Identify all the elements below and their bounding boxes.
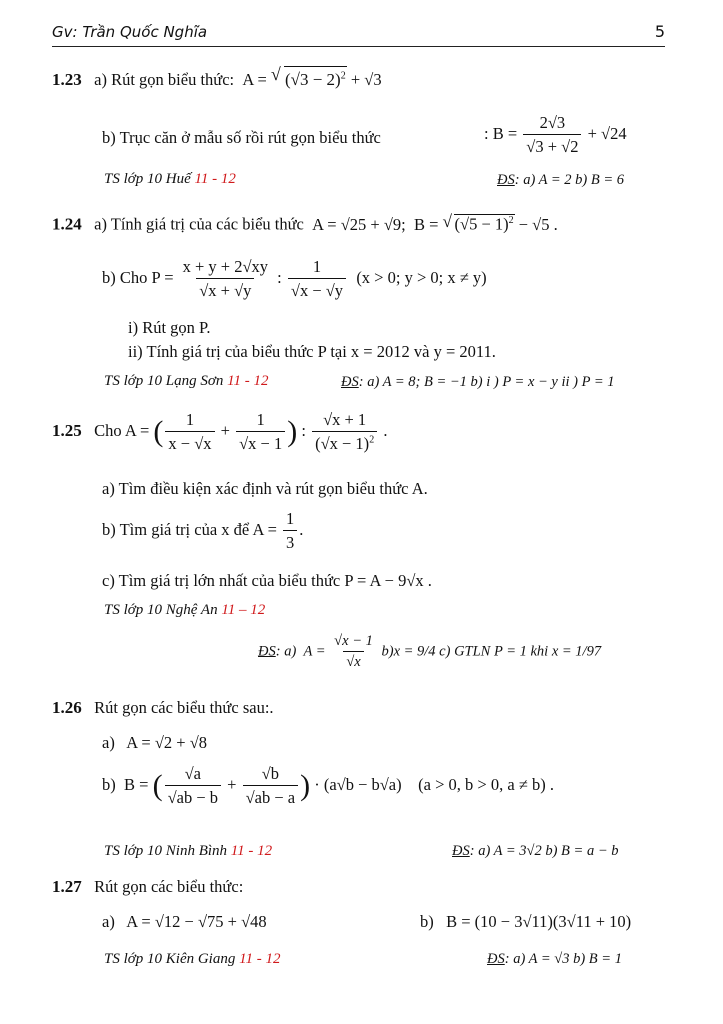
- problem-1-26-a: a) A = √2 + √8: [102, 733, 208, 752]
- problem-1-23-b: b) Trục căn ở mẫu số rồi rút gọn biểu thức: [102, 128, 381, 147]
- source-1-27: TS lớp 10 Kiên Giang 11 - 12: [104, 951, 281, 967]
- problem-1-23-a: [52, 66, 382, 90]
- formula-b: : B = $\frac{2√3}{√3 + √2}$ + √24: [484, 113, 627, 156]
- problem-1-25: 1.25 Cho A = ( $\frac{1}{x - √x}$ + $\frac{1}{√x - 1}$ ) : $\frac{√x + 1}{(√x - 1)^2}$ .: [52, 410, 388, 453]
- page-number: 5: [654, 22, 665, 41]
- problem-1-25-c: c) Tìm giá trị lớn nhất của biểu thức P = A − 9√x .: [102, 571, 432, 590]
- answer-1-24: ĐS: a) A = 8; B = −1 b) i ) P = x − y ii ) P = 1: [341, 374, 615, 390]
- source-1-24: TS lớp 10 Lạng Sơn 11 - 12: [104, 373, 269, 389]
- problem-1-24-i: i) Rút gọn P.: [128, 318, 211, 337]
- problem-number: 1.23: [52, 70, 82, 89]
- problem-1-26-b: b) B = ( $\frac{√a}{√ab - b}$ + $\frac{√b}{√ab - a}$ ) · (a√b − b√a) (a > 0, b > 0, a ≠ b) .: [102, 764, 554, 807]
- source-1-25: TS lớp 10 Nghệ An 11 – 12: [104, 602, 266, 618]
- answer-1-26: ĐS: a) A = 3√2 b) B = a − b: [452, 843, 619, 859]
- formula: A = √ $(√3 - 2)^2 + √3$: [238, 70, 381, 89]
- problem-1-25-a: a) Tìm điều kiện xác định và rút gọn biểu thức A.: [102, 479, 428, 498]
- problem-1-25-b: b) Tìm giá trị của x để A = $\frac{1}{3}$ .: [102, 509, 304, 552]
- problem-text: a) Rút gọn biểu thức:: [94, 70, 235, 89]
- problem-1-27-a: a) A = √12 − √75 + √48: [102, 912, 267, 931]
- problem-1-26: 1.26 Rút gọn các biểu thức sau:.: [52, 698, 274, 717]
- answer-1-25: ĐS: a) A = $\frac{√x - 1}{√x}$ b)x = 9/4 c) GTLN P = 1 khi x = 1/97: [258, 633, 602, 670]
- page-header: [52, 22, 665, 47]
- problem-1-24-a: 1.24 a) Tính giá trị của các biểu thức A = √25 + √9; B = √ $(√5 - 1)^2 - √5$ .: [52, 214, 558, 235]
- author-name: Gv: Trần Quốc Nghĩa: [52, 23, 208, 41]
- problem-1-27-b: b) B = (10 − 3√11)(3√11 + 10): [420, 912, 632, 931]
- problem-1-24-b: b) Cho P = $\frac{x + y + 2√xy}{√x + √y}$ : $\frac{1}{√x - √y}$ (x > 0; y > 0; x ≠ y): [102, 257, 487, 300]
- source-1-23: TS lớp 10 Huế 11 - 12: [104, 171, 236, 187]
- source-1-26: TS lớp 10 Ninh Bình 11 - 12: [104, 843, 273, 859]
- answer-1-27: ĐS: a) A = √3 b) B = 1: [487, 951, 622, 967]
- formula: A = √25 + √9; B = √ $(√5 - 1)^2 - √5$ .: [308, 215, 558, 234]
- answer-1-23: ĐS: a) A = 2 b) B = 6: [497, 172, 624, 188]
- problem-1-27: 1.27 Rút gọn các biểu thức:: [52, 877, 244, 896]
- problem-1-24-ii: ii) Tính giá trị của biểu thức P tại x = 2012 và y = 2011.: [128, 342, 496, 361]
